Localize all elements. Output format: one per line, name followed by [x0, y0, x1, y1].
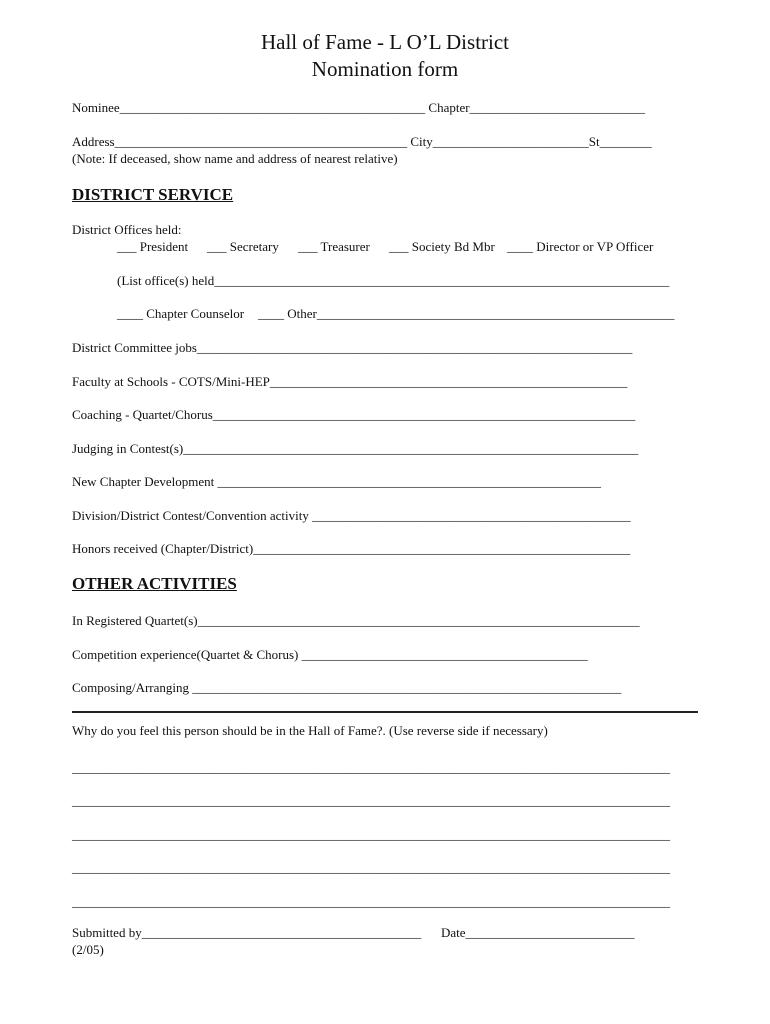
list-offices-held-line[interactable]: (List office(s) held______________________________________________________________________	[117, 273, 670, 288]
why-answer-line[interactable]: ____________________________________________________________________________________________	[72, 894, 670, 909]
faculty-line[interactable]: Faculty at Schools - COTS/Mini-HEP_______________________________________________________	[72, 374, 628, 389]
form-title: Hall of Fame - L O’L District	[260, 30, 510, 54]
why-answer-line[interactable]: ____________________________________________________________________________________________	[72, 827, 670, 842]
registered-quartets-line[interactable]: In Registered Quartet(s)____________________________________________________________________	[72, 613, 640, 628]
why-question: Why do you feel this person should be in the Hall of Fame?. (Use reverse side if necessary)	[72, 723, 548, 738]
deceased-note: (Note: If deceased, show name and address of nearest relative)	[72, 151, 398, 166]
office-option-director-vp[interactable]: ____ Director or VP Officer	[507, 239, 654, 254]
chapter-counselor-option[interactable]: ____ Chapter Counselor	[117, 306, 245, 321]
office-option-president[interactable]: ___ President	[117, 239, 189, 254]
new-chapter-line[interactable]: New Chapter Development ___________________________________________________________	[72, 474, 601, 489]
division-contest-line[interactable]: Division/District Contest/Convention activity _________________________________________________	[72, 508, 631, 523]
composing-line[interactable]: Composing/Arranging __________________________________________________________________	[72, 680, 622, 695]
why-answer-line[interactable]: ____________________________________________________________________________________________	[72, 793, 670, 808]
office-option-society-bd-mbr[interactable]: ___ Society Bd Mbr	[389, 239, 495, 254]
office-option-treasurer[interactable]: ___ Treasurer	[298, 239, 370, 254]
other-activities-heading: OTHER ACTIVITIES	[72, 574, 237, 593]
revision-date: (2/05)	[72, 942, 104, 957]
nominee-chapter-line[interactable]: Nominee_______________________________________________ Chapter___________________________	[72, 100, 646, 115]
judging-line[interactable]: Judging in Contest(s)______________________________________________________________________	[72, 441, 639, 456]
why-answer-line[interactable]: ____________________________________________________________________________________________	[72, 760, 670, 775]
district-committee-line[interactable]: District Committee jobs___________________________________________________________________	[72, 340, 633, 355]
honors-line[interactable]: Honors received (Chapter/District)__________________________________________________________	[72, 541, 631, 556]
form-subtitle: Nomination form	[311, 57, 459, 81]
date-line[interactable]: Date__________________________	[441, 925, 635, 940]
office-option-secretary[interactable]: ___ Secretary	[207, 239, 279, 254]
district-offices-label: District Offices held:	[72, 222, 182, 237]
submitted-by-line[interactable]: Submitted by___________________________________________	[72, 925, 422, 940]
why-answer-line[interactable]: ____________________________________________________________________________________________	[72, 860, 670, 875]
section-divider	[72, 711, 698, 713]
district-service-heading: DISTRICT SERVICE	[72, 185, 234, 204]
coaching-line[interactable]: Coaching - Quartet/Chorus_________________________________________________________________	[72, 407, 636, 422]
address-city-state-line[interactable]: Address_____________________________________________ City________________________St________	[72, 134, 652, 149]
competition-line[interactable]: Competition experience(Quartet & Chorus) ____________________________________________	[72, 647, 588, 662]
other-office-line[interactable]: ____ Other_______________________________________________________	[258, 306, 675, 321]
